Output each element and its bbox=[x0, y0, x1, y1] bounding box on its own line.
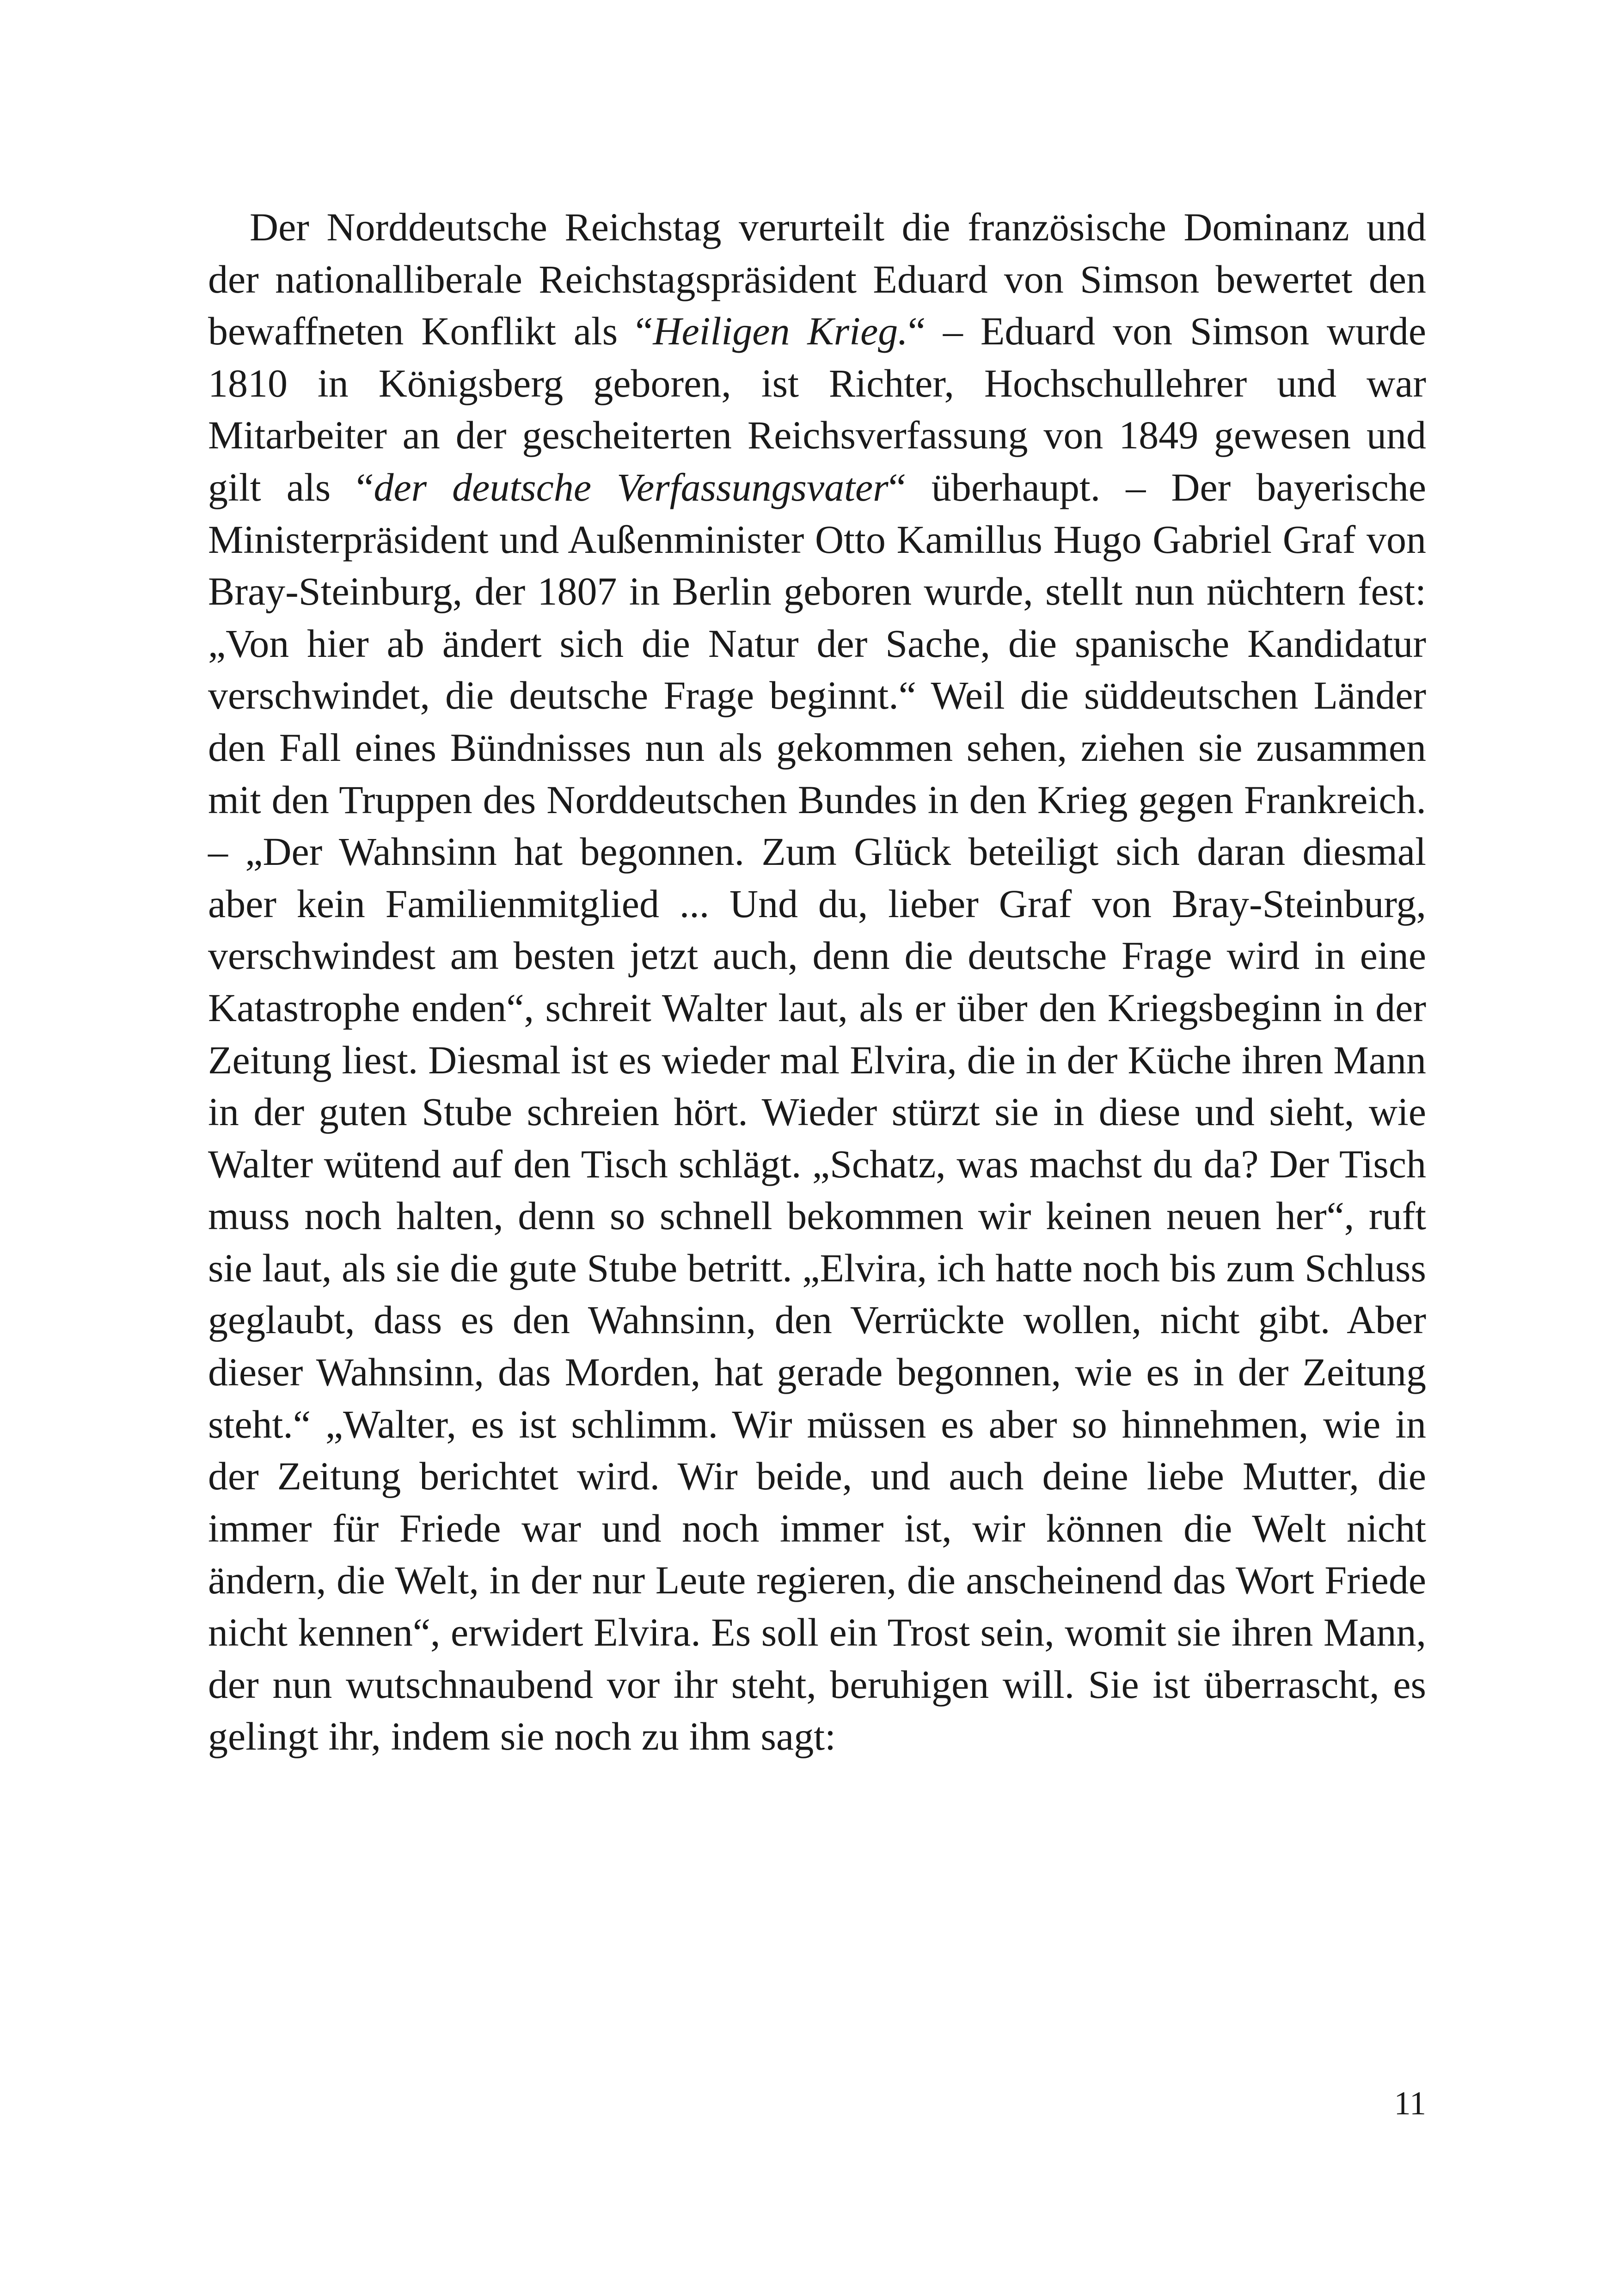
paragraph bbox=[208, 201, 1426, 1763]
body-text bbox=[208, 201, 1426, 1763]
text-run-2: “ – Eduard von Simson wurde 1810 in Königsberg geboren, ist Richter, Hochschullehrer und war Mitarbeiter an der gescheiterten Reichsverfassung von 1849 gewesen und gilt als “ bbox=[208, 309, 1426, 509]
text-run-1: Der Norddeutsche Reichstag verurteilt die französische Dominanz und der nationalliberale Reichstagspräsident Eduard von Simson bewertet den bewaffneten Konflikt als “ bbox=[208, 205, 1426, 354]
text-run-3: “ überhaupt. – Der bayerische Ministerpräsident und Außenminister Otto Kamillus Hugo Gabriel Graf von Bray-Steinburg, der 1807 in Berlin geboren wurde, stellt nun nüchtern fest: „Von hier ab ändert sich die Natur der Sache, die spanische Kandidatur verschwindet, die deutsche Frage beginnt.“ Weil die süddeutschen Länder den Fall eines Bündnisses nun als gekommen sehen, ziehen sie zusammen mit den Truppen des Norddeutschen Bundes in den Krieg gegen Frankreich. – „Der Wahnsinn hat begonnen. Zum Glück beteiligt sich daran diesmal aber kein Familienmitglied ... Und du, lieber Graf von Bray-Steinburg, verschwindest am besten jetzt auch, denn die deutsche Frage wird in eine Katastrophe enden“, schreit Walter laut, als er über den Kriegsbeginn in der Zeitung liest. Diesmal ist es wieder mal Elvira, die in der Küche ihren Mann in der guten Stube schreien hört. Wieder stürzt sie in diese und sieht, wie Walter wütend auf den Tisch schlägt. „Schatz, was machst du da? Der Tisch muss noch halten, denn so schnell bekommen wir keinen neuen her“, ruft sie laut, als sie die gute Stube betritt. „Elvira, ich hatte noch bis zum Schluss geglaubt, dass es den Wahnsinn, den Verrückte wollen, nicht gibt. Aber dieser Wahnsinn, das Morden, hat gerade begonnen, wie es in der Zeitung steht.“ „Walter, es ist schlimm. Wir müssen es aber so hinnehmen, wie in der Zeitung berichtet wird. Wir beide, und auch deine liebe Mutter, die immer für Friede war und noch immer ist, wir können die Welt nicht ändern, die Welt, in der nur Leute regieren, die anscheinend das Wort Friede nicht kennen“, erwidert Elvira. Es soll ein Trost sein, womit sie ihren Mann, der nun wutschnaubend vor ihr steht, beruhigen will. Sie ist überrascht, es gelingt ihr, indem sie noch zu ihm sagt: bbox=[208, 465, 1426, 1759]
quote-heiliger-krieg: Heiligen Krieg. bbox=[653, 309, 908, 354]
quote-verfassungsvater: der deutsche Verfassungsvater bbox=[374, 465, 889, 509]
page-number: 11 bbox=[1394, 2085, 1426, 2122]
